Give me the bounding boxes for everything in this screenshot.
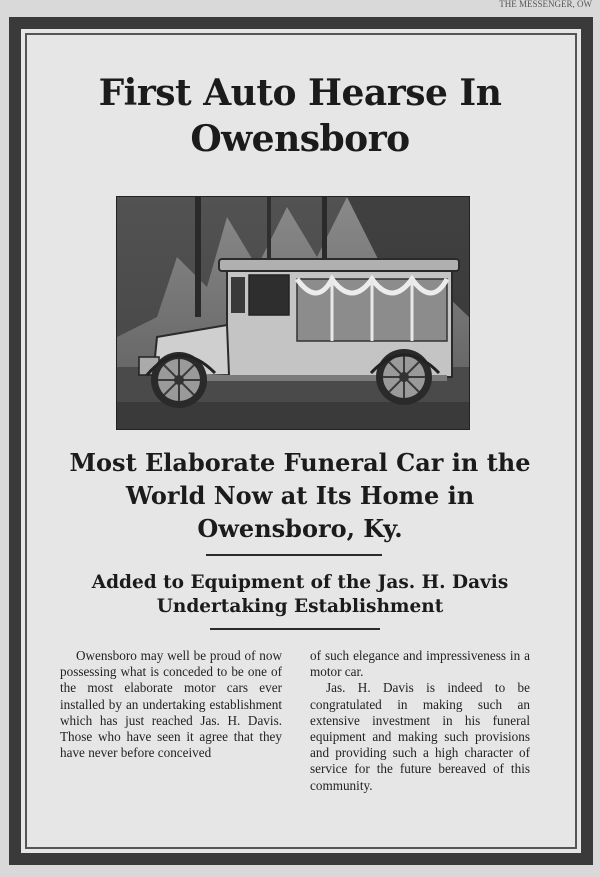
subheadline — [20, 446, 580, 545]
body-paragraph-2: Jas. H. Davis is indeed to be congratulated in making such an extensive investment in his funeral equipment and making such provisions and providing such a high character of service for the future bereaved of this community. — [310, 680, 530, 793]
rear-wheel — [376, 349, 432, 405]
subheadline-line-1: Most Elaborate Funeral Car in the — [69, 448, 531, 477]
deck-line-1: Added to Equipment of the Jas. H. Davis — [91, 572, 509, 593]
hearse-illustration — [117, 197, 469, 429]
headline-line-2: Owensboro — [190, 118, 410, 160]
headline — [0, 70, 600, 162]
deck-heading — [20, 571, 580, 619]
divider-rule-bottom — [210, 628, 380, 630]
body-column-left — [60, 648, 282, 761]
headline-line-1: First Auto Hearse In — [98, 72, 502, 114]
body-paragraph-1: Owensboro may well be proud of now possessing what is conceded to be one of the most elaborate motor cars ever installed by an undertaking establishment which has just reached Jas. H. Davis. Those who have seen it agree that they have never before conceived — [60, 648, 282, 761]
subheadline-line-3: Owensboro, Ky. — [197, 514, 403, 543]
body-paragraph-1-continued: of such elegance and impressiveness in a motor car. — [310, 648, 530, 680]
hearse-photo — [116, 196, 470, 430]
subheadline-line-2: World Now at Its Home in — [125, 481, 475, 510]
divider-rule-top — [206, 554, 382, 556]
masthead-strip: THE MESSENGER, OW — [499, 0, 592, 8]
deck-line-2: Undertaking Establishment — [156, 596, 444, 617]
body-column-right — [310, 648, 530, 794]
